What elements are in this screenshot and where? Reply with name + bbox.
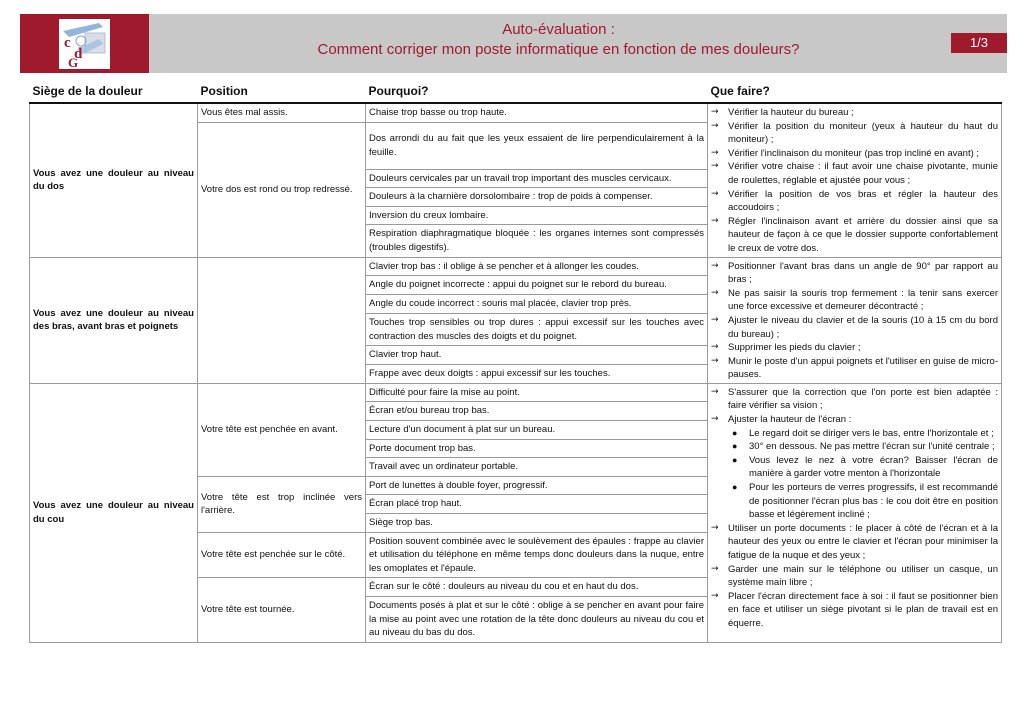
action-text: Vérifier l'inclinaison du moniteur (pas trop incliné en avant) ; xyxy=(728,147,980,159)
arrow-right-icon: → xyxy=(711,120,719,131)
reason-cell: Port de lunettes à double foyer, progressif. xyxy=(366,476,708,495)
page-title-line-2: Comment corriger mon poste informatique en fonction de mes douleurs? xyxy=(317,41,800,58)
page-title xyxy=(170,20,947,60)
action-text: Vous levez le nez à votre écran? Baisser l'écran de manière à garder votre menton à l'horizontale xyxy=(749,454,998,480)
arrow-right-icon: → xyxy=(711,414,719,425)
reason-cell: Travail avec un ordinateur portable. xyxy=(366,458,708,477)
action-text: Vérifier la position du moniteur (yeux à hauteur du haut du moniteur) ; xyxy=(728,120,998,146)
bullet-icon: ● xyxy=(732,427,738,438)
action-subitem xyxy=(732,481,998,522)
arrow-right-icon: → xyxy=(711,563,719,574)
arrow-right-icon: → xyxy=(711,161,719,172)
action-text: Vérifier la hauteur du bureau ; xyxy=(728,107,854,118)
position-cell: Votre tête est penchée en avant. xyxy=(198,383,366,476)
action-item xyxy=(711,386,998,413)
reason-cell: Chaise trop basse ou trop haute. xyxy=(366,103,708,122)
action-item xyxy=(711,106,998,120)
page-number-badge: 1/3 xyxy=(951,33,1007,53)
position-cell: Vous êtes mal assis. xyxy=(198,103,366,122)
action-subitem xyxy=(732,440,998,454)
action-item xyxy=(711,341,998,355)
actions-cell xyxy=(708,257,1002,383)
table-row xyxy=(30,257,1002,276)
reason-cell: Clavier trop haut. xyxy=(366,346,708,365)
reason-cell: Écran et/ou bureau trop bas. xyxy=(366,402,708,421)
action-item xyxy=(711,188,998,215)
arrow-right-icon: → xyxy=(711,287,719,298)
header-banner xyxy=(20,14,1007,73)
reason-cell: Clavier trop bas : il oblige à se pencher et à allonger les coudes. xyxy=(366,257,708,276)
action-text: Vérifier la position de vos bras et régler la hauteur des accoudoirs ; xyxy=(728,188,998,214)
action-item xyxy=(711,355,998,382)
position-cell: Votre tête est tournée. xyxy=(198,578,366,642)
reason-cell: Touches trop sensibles ou trop dures : appui excessif sur les touches avec contraction des muscles des doigts et du poignet. xyxy=(366,313,708,345)
bullet-icon: ● xyxy=(732,482,738,493)
action-text: S'assurer que la correction que l'on porte est bien adaptée : faire vérifier sa vision ; xyxy=(728,386,998,412)
action-text: Ne pas saisir la souris trop fermement : la tenir sans exercer une force excessive et demeurer décontracté ; xyxy=(728,287,998,313)
arrow-right-icon: → xyxy=(711,590,719,601)
reason-cell: Écran sur le côté : douleurs au niveau du cou et en haut du dos. xyxy=(366,578,708,597)
reason-cell: Respiration diaphragmatique bloquée : les organes internes sont compressés (troubles digestifs). xyxy=(366,225,708,257)
pain-site-cell: Vous avez une douleur au niveau du dos xyxy=(30,103,198,257)
action-text: Ajuster le niveau du clavier et de la souris (10 à 15 cm du bord du bureau) ; xyxy=(728,314,998,340)
arrow-right-icon: → xyxy=(711,522,719,533)
arrow-right-icon: → xyxy=(711,342,719,353)
action-subitem xyxy=(732,427,998,441)
action-subitem xyxy=(732,454,998,481)
arrow-right-icon: → xyxy=(711,215,719,226)
table-row xyxy=(30,103,1002,122)
arrow-right-icon: → xyxy=(711,147,719,158)
action-item xyxy=(711,413,998,427)
reason-cell: Lecture d'un document à plat sur un bureau. xyxy=(366,421,708,440)
action-item xyxy=(711,522,998,563)
action-text: Munir le poste d'un appui poignets et l'utiliser en guise de micro-pauses. xyxy=(728,355,998,381)
table-row xyxy=(30,383,1002,402)
col-header-site: Siège de la douleur xyxy=(30,82,198,103)
bullet-icon: ● xyxy=(732,454,738,465)
reason-cell: Difficulté pour faire la mise au point. xyxy=(366,383,708,402)
arrow-right-icon: → xyxy=(711,188,719,199)
pain-table xyxy=(29,82,1002,643)
actions-cell xyxy=(708,103,1002,257)
action-text: Ajuster la hauteur de l'écran : xyxy=(728,414,852,426)
action-text: Supprimer les pieds du clavier ; xyxy=(728,342,861,354)
action-item xyxy=(711,160,998,187)
reason-cell: Écran placé trop haut. xyxy=(366,495,708,514)
col-header-position: Position xyxy=(198,82,366,103)
action-text: Pour les porteurs de verres progressifs, il est recommandé de positionner l'écran plus bas : le cou doit être en position basse et légèrement incliné ; xyxy=(749,482,998,521)
arrow-right-icon: → xyxy=(711,386,719,397)
reason-cell: Angle du coude incorrect : souris mal placée, clavier trop près. xyxy=(366,295,708,314)
position-cell xyxy=(198,257,366,383)
action-item xyxy=(711,147,998,161)
col-header-why: Pourquoi? xyxy=(366,82,708,103)
action-item xyxy=(711,563,998,590)
action-text: Le regard doit se diriger vers le bas, entre l'horizontale et ; xyxy=(749,427,994,439)
bullet-icon: ● xyxy=(732,441,738,452)
action-text: 30° en dessous. Ne pas mettre l'écran sur l'unité centrale ; xyxy=(749,441,995,453)
reason-cell: Inversion du creux lombaire. xyxy=(366,206,708,225)
svg-text:G: G xyxy=(68,55,79,69)
svg-text:d: d xyxy=(74,46,83,62)
action-text: Positionner l'avant bras dans un angle de 90° par rapport au bras ; xyxy=(728,260,998,286)
actions-cell xyxy=(708,383,1002,642)
reason-cell: Douleurs à la charnière dorsolombaire : trop de poids à compenser. xyxy=(366,188,708,207)
reason-cell: Douleurs cervicales par un travail trop important des muscles cervicaux. xyxy=(366,169,708,188)
reason-cell: Position souvent combinée avec le soulèvement des épaules : frappe au clavier et utilisation du téléphone en même temps donc douleurs dans la nuque, entre les omoplates et l'épaule. xyxy=(366,532,708,578)
pain-site-cell: Vous avez une douleur au niveau du cou xyxy=(30,383,198,642)
reason-cell: Angle du poignet incorrecte : appui du poignet sur le rebord du bureau. xyxy=(366,276,708,295)
action-item xyxy=(711,314,998,341)
pain-site-cell: Vous avez une douleur au niveau des bras, avant bras et poignets xyxy=(30,257,198,383)
arrow-right-icon: → xyxy=(711,314,719,325)
action-item xyxy=(711,287,998,314)
action-text: Vérifier votre chaise : il faut avoir une chaise pivotante, munie de roulettes, réglable et ajustée pour vous ; xyxy=(728,161,998,186)
col-header-todo: Que faire? xyxy=(708,82,1002,103)
action-item xyxy=(711,590,998,631)
position-cell: Votre tête est penchée sur le côté. xyxy=(198,532,366,578)
action-text: Placer l'écran directement face à soi : il faut se positionner bien en face et utiliser un siège pivotant si le plan de travail est en équerre. xyxy=(728,590,998,629)
reason-cell: Siège trop bas. xyxy=(366,514,708,533)
action-item xyxy=(711,120,998,147)
reason-cell: Porte document trop bas. xyxy=(366,439,708,458)
reason-cell: Frappe avec deux doigts : appui excessif sur les touches. xyxy=(366,365,708,384)
arrow-right-icon: → xyxy=(711,355,719,366)
arrow-right-icon: → xyxy=(711,260,719,271)
table-header-row xyxy=(30,82,1002,103)
logo xyxy=(20,14,149,73)
reason-cell: Dos arrondi du au fait que les yeux essaient de lire perpendiculairement à la feuille. xyxy=(366,122,708,169)
page-title-line-1: Auto-évaluation : xyxy=(502,21,615,38)
action-item xyxy=(711,215,998,256)
cdg-logo-icon xyxy=(59,19,110,69)
position-cell: Votre tête est trop inclinée vers l'arrière. xyxy=(198,476,366,532)
action-text: Utiliser un porte documents : le placer à côté de l'écran et à la hauteur des yeux ou entre le clavier et l'écran pour minimiser la fatigue de la nuque et des yeux ; xyxy=(728,522,998,561)
action-text: Garder une main sur le téléphone ou utiliser un casque, un système main libre ; xyxy=(728,563,998,589)
action-text: Régler l'inclinaison avant et arrière du dossier ainsi que sa hauteur de façon à ce que le dossier supporte confortablement le creux de votre dos. xyxy=(728,215,998,254)
action-item xyxy=(711,260,998,287)
table-body xyxy=(30,103,1002,642)
reason-cell: Documents posés à plat et sur le côté : oblige à se pencher en avant pour faire la mise au point avec une rotation de la tête donc douleurs au niveau du cou et au niveau du bas du dos. xyxy=(366,597,708,643)
svg-text:c: c xyxy=(64,35,71,51)
position-cell: Votre dos est rond ou trop redressé. xyxy=(198,122,366,257)
arrow-right-icon: → xyxy=(711,107,719,117)
